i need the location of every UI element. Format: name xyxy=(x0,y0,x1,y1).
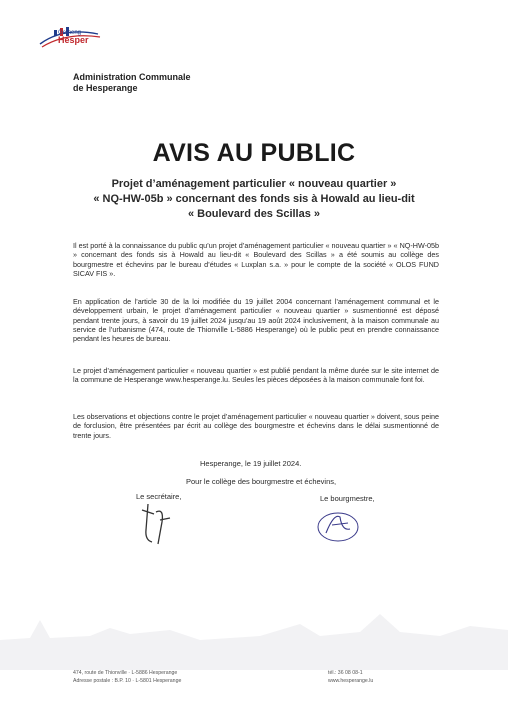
footer-address xyxy=(73,669,181,685)
watermark-skyline xyxy=(0,600,508,670)
footer-contact xyxy=(328,669,373,685)
paragraph-legal-basis: En application de l’article 30 de la loi modifiée du 19 juillet 2004 concernant l’aménagement communal et le développement urbain, le projet d’aménagement particulier « nouveau quartier » susmentionné est déposé pendant trente jours, à savoir du 19 juillet 2024 jusqu’au 19 août 2024 inclusivement, à la maison communale au service de l’urbanisme (474, route de Thionville L-5886 Hesperange) où le public peut en prendre connaissance pendant les heures de bureau. xyxy=(73,297,439,344)
paragraph-announcement: Il est porté à la connaissance du public qu’un projet d’aménagement particulier « nouveau quartier » « NQ-HW-05b » concernant des fonds sis à Howald au lieu-dit « Boulevard des Scillas » a été soumis au collège des bourgmestre et échevins par le bureau d’études « Luxplan s.a. » pour le compte de la société « OLOS FUND SICAV FIS ». xyxy=(73,241,439,278)
footer-address-line-2: Adresse postale : B.P. 10 · L-5801 Hesperange xyxy=(73,678,182,684)
footer-address-line-1: 474, route de Thionville · L-5886 Hesperange xyxy=(73,670,178,676)
subtitle-line-3: « Boulevard des Scillas » xyxy=(187,208,321,220)
footer-website: www.hesperange.lu xyxy=(328,678,374,684)
mayor-signature-icon xyxy=(314,507,362,547)
logo-wordmark xyxy=(58,30,89,44)
subtitle-line-2: « NQ-HW-05b » concernant des fonds sis à Howald au lieu-dit xyxy=(93,193,415,205)
paragraph-publication: Le projet d’aménagement particulier « nouveau quartier » est publié pendant la même durée sur le site internet de la commune de Hesperange www.hesperange.lu. Seules les pièces déposées à la maison communale font foi. xyxy=(73,366,439,385)
logo-big-text: Hesper xyxy=(58,35,89,45)
page-title: AVIS AU PUBLIC xyxy=(152,139,356,167)
secretary-label: Le secrétaire, xyxy=(136,492,182,501)
admin-line-2: de Hesperange xyxy=(73,83,138,93)
logo-small-text: Gemeng xyxy=(58,30,82,36)
paragraph-objections: Les observations et objections contre le projet d’aménagement particulier « nouveau quartier » doivent, sous peine de forclusion, être présentées par écrit au collège des bourgmestre et échevins dans le délai susmentionné de trente jours. xyxy=(73,412,439,440)
administration-heading xyxy=(73,72,191,94)
admin-line-1: Administration Communale xyxy=(73,72,191,82)
for-college-line: Pour le collège des bourgmestre et échevins, xyxy=(186,477,337,486)
place-date: Hesperange, le 19 juillet 2024. xyxy=(200,459,302,468)
subtitle-line-1: Projet d’aménagement particulier « nouveau quartier » xyxy=(111,178,397,190)
notice-subtitle xyxy=(60,177,448,222)
footer-phone: tél.: 36 08 08-1 xyxy=(328,670,363,676)
mayor-label: Le bourgmestre, xyxy=(320,494,375,503)
secretary-signature-icon xyxy=(134,500,180,546)
